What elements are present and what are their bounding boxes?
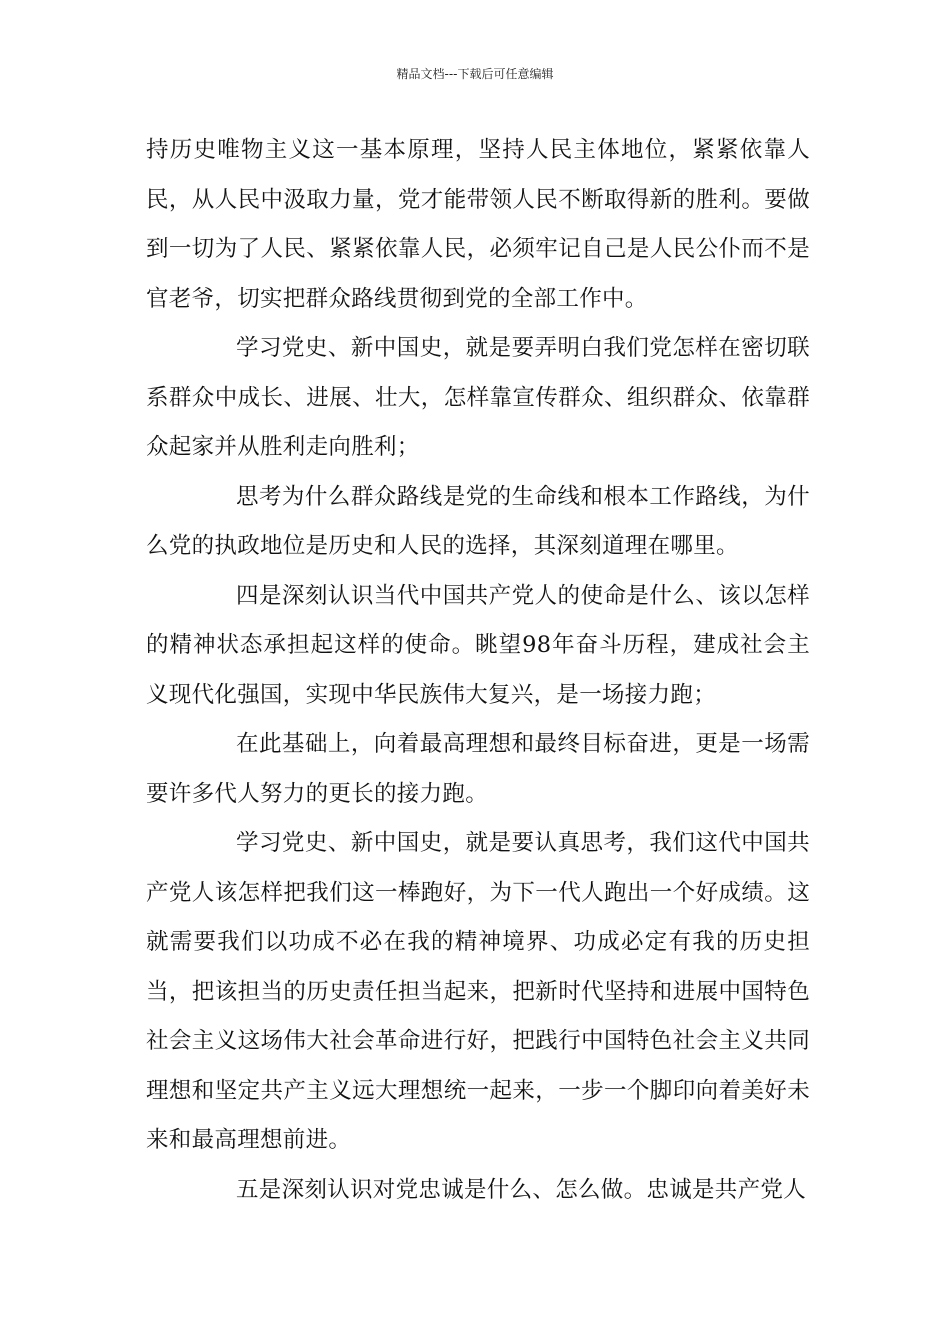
paragraph-6: 学习党史、新中国史，就是要认真思考，我们这代中国共产党人该怎样把我们这一棒跑好，为下一代人跑出一个好成绩。这就需要我们以功成不必在我的精神境界、功成必定有我的历史担当，把该担当的历史责任担当起来，把新时代坚持和进展中国特色社会主义这场伟大社会革命进行好，把践行中国特色社会主义共同理想和坚定共产主义远大理想统一起来，一步一个脚印向着美好未来和最高理想前进。	[146, 830, 810, 1153]
paragraph-2: 学习党史、新中国史，就是要弄明白我们党怎样在密切联系群众中成长、进展、壮大，怎样靠宣传群众、组织群众、依靠群众起家并从胜利走向胜利；	[146, 335, 810, 460]
paragraph-4: 四是深刻认识当代中国共产党人的使命是什么、该以怎样的精神状态承担起这样的使命。眺望98年奋斗历程，建成社会主义现代化强国，实现中华民族伟大复兴，是一场接力跑；	[146, 582, 810, 708]
paragraph-5: 在此基础上，向着最高理想和最终目标奋进，更是一场需要许多代人努力的更长的接力跑。	[146, 731, 810, 807]
document-body	[146, 126, 810, 1215]
paragraph-3: 思考为什么群众路线是党的生命线和根本工作路线，为什么党的执政地位是历史和人民的选择，其深刻道理在哪里。	[146, 483, 810, 559]
paragraph-7: 五是深刻认识对党忠诚是什么、怎么做。忠诚是共产党人	[236, 1176, 807, 1203]
paragraph-1: 持历史唯物主义这一基本原理，坚持人民主体地位，紧紧依靠人民，从人民中汲取力量，党才能带领人民不断取得新的胜利。要做到一切为了人民、紧紧依靠人民，必须牢记自己是人民公仆而不是官老爷，切实把群众路线贯彻到党的全部工作中。	[146, 137, 810, 312]
page-header: 精品文档---下载后可任意编辑	[396, 67, 554, 81]
